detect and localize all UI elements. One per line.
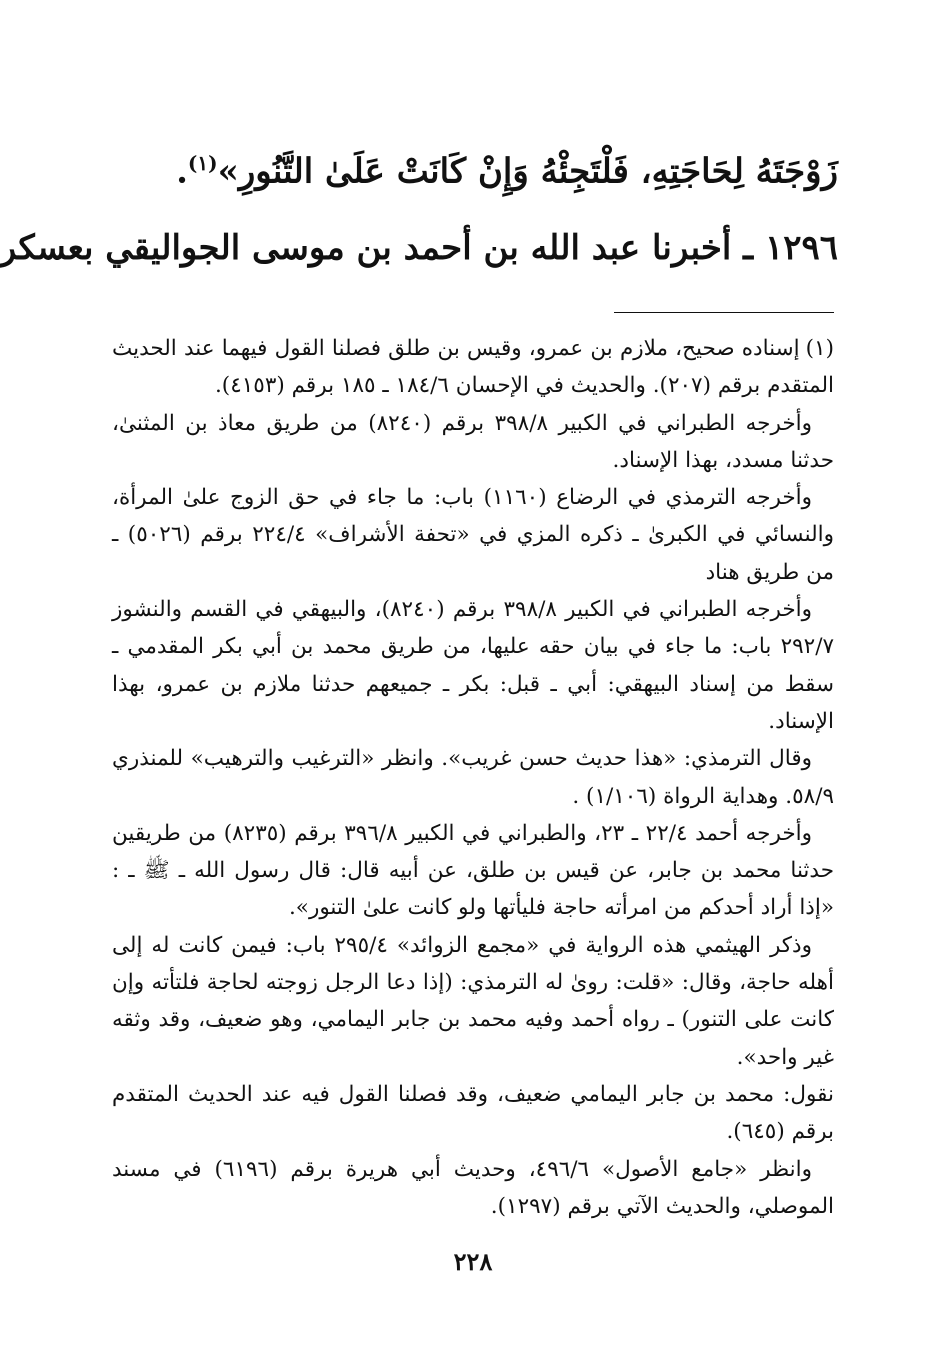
footnote-paragraph: وذكر الهيثمي هذه الرواية في «مجمع الزوائد» ٢٩٥/٤ باب: فيمن كانت له إلى أهله حاجة، وقال: «قلت: روىٰ له الترمذي: (إذا دعا الرجل زوجته لحاجة فلتأته وإن كانت على التنور) ـ رواه أحمد وفيه محمد بن جابر اليمامي، وهو ضعيف، وقد وثقه غير واحد». — [112, 932, 834, 1070]
main-text-line-1 — [108, 143, 838, 191]
footnotes — [112, 330, 834, 1225]
footnote-paragraph — [112, 330, 834, 405]
footnote-reference: (١) — [187, 151, 218, 175]
footnote-paragraph: وأخرجه الطبراني في الكبير ٣٩٨/٨ برقم (٨٢٤٠)، والبيهقي في القسم والنشوز ٢٩٢/٧ باب: ما جاء في بيان حقه عليها، من طريق محمد بن أبي بكر المقدمي ـ سقط من إسناد البيهقي: أبي ـ قبل: بكر ـ جميعهم حدثنا ملازم بن عمرو، بهذا الإسناد. — [112, 597, 834, 734]
hadith-heading-1296: ١٢٩٦ ـ أخبرنا عبد الله بن أحمد بن موسى الجواليقي بعسكر — [0, 228, 838, 268]
footnote-separator — [614, 312, 834, 313]
page-number: ٢٢٨ — [453, 1247, 493, 1276]
footnote-paragraph: وأخرجه الطبراني في الكبير ٣٩٨/٨ برقم (٨٢٤٠) من طريق معاذ بن المثنىٰ، حدثنا مسدد، بهذا الإسناد. — [112, 410, 834, 473]
footnote-paragraph: نقول: محمد بن جابر اليمامي ضعيف، وقد فصلنا القول فيه عند الحديث المتقدم برقم (٦٤٥). — [112, 1081, 834, 1145]
footnote-paragraph: وقال الترمذي: «هذا حديث حسن غريب». وانظر «الترغيب والترهيب» للمنذري ٥٨/٩. وهداية الرواة (١/١٠٦) . — [112, 746, 834, 809]
hadith-text-ending: زَوْجَتَهُ لِحَاجَتِهِ، فَلْتَجِئْهُ وَإِنْ كَانَتْ عَلَىٰ التَّنُورِ» — [217, 151, 838, 192]
footnote-paragraph: وانظر «جامع الأصول» ٤٩٦/٦، وحديث أبي هريرة برقم (٦١٩٦) في مسند الموصلي، والحديث الآتي برقم (١٢٩٧). — [112, 1156, 834, 1219]
footnote-number: (١) — [805, 336, 834, 361]
footnote-paragraph-text: إسناده صحيح، ملازم بن عمرو، وقيس بن طلق فصلنا القول فيهما عند الحديث المتقدم برقم (٢٠٧). والحديث في الإحسان ١٨٤/٦ ـ ١٨٥ برقم (٤١٥٣). — [112, 336, 834, 399]
footnote-paragraph: وأخرجه أحمد ٢٢/٤ ـ ٢٣، والطبراني في الكبير ٣٩٦/٨ برقم (٨٢٣٥) من طريقين حدثنا محمد بن جابر، عن قيس بن طلق، عن أبيه قال: قال رسول الله ـ ﷺ ـ : «إذا أراد أحدكم من امرأته حاجة فليأتها ولو كانت علىٰ التنور». — [112, 820, 834, 921]
sentence-end-mark: . — [176, 151, 188, 192]
footnote-paragraph: وأخرجه الترمذي في الرضاع (١١٦٠) باب: ما جاء في حق الزوج علىٰ المرأة، والنسائي في الكبرىٰ ـ ذكره المزي في «تحفة الأشراف» ٢٢٤/٤ برقم (٥٠٢٦) ـ من طريق هناد — [112, 485, 834, 585]
